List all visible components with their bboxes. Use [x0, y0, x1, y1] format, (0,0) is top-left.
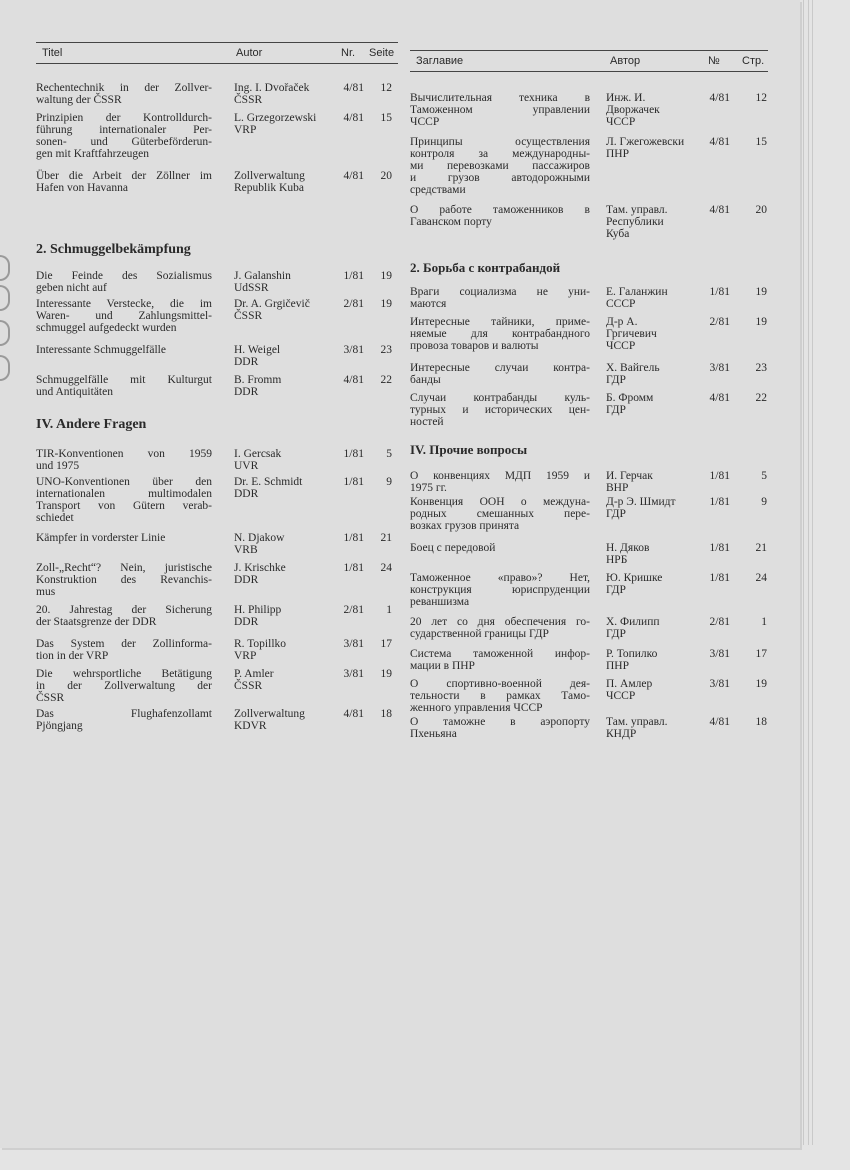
entry-title: О работе таможенников в Гаванском порту [410, 204, 590, 228]
entry-page-number: 21 [380, 532, 392, 544]
entry-author: Там. управл. КНДР [606, 716, 668, 740]
entry-author: И. Герчак ВНР [606, 470, 653, 494]
entry-page-number: 17 [380, 638, 392, 650]
entry-issue-number: 3/81 [343, 638, 364, 650]
entry-author: J. Galanshin UdSSR [234, 270, 291, 294]
entry-issue-number: 4/81 [709, 136, 730, 148]
binding-ring [0, 255, 10, 281]
entry-title: UNO-Konventionen über den internationalen multimodalen Transport von Gütern verab- schiedet [36, 476, 212, 524]
entry-title: Interessante Schmuggelfälle [36, 344, 166, 356]
entry-title: Интересные тайники, приме- няемые для контрабандного провоза товаров и валюты [410, 316, 590, 352]
entry-issue-number: 4/81 [343, 170, 364, 182]
entry-author: Х. Вайгель ГДР [606, 362, 660, 386]
entry-title: 20. Jahrestag der Sicherung der Staatsgrenze der DDR [36, 604, 212, 628]
entry-issue-number: 2/81 [709, 616, 730, 628]
entry-page-number: 9 [386, 476, 392, 488]
entry-issue-number: 1/81 [709, 286, 730, 298]
entry-title: TIR-Konventionen von 1959 und 1975 [36, 448, 212, 472]
entry-author: Е. Галанжин СССР [606, 286, 668, 310]
binding-ring [0, 285, 10, 311]
entry-page-number: 23 [380, 344, 392, 356]
header-title: Titel [42, 47, 63, 59]
entry-title: Prinzipien der Kontrolldurch- führung internationaler Per- sonen- und Güterbeförderun- gen mit Kraftfahrzeugen [36, 112, 212, 160]
entry-page-number: 18 [380, 708, 392, 720]
entry-author: Д-р А. Гргичевич ЧССР [606, 316, 657, 352]
entry-title: Конвенция ООН о междуна- родных смешанных пере- возках грузов принята [410, 496, 590, 532]
entry-page-number: 24 [755, 572, 767, 584]
header-page: Seite [369, 47, 395, 59]
header-author: Автор [610, 55, 641, 67]
entry-author: Ю. Кришке ГДР [606, 572, 663, 596]
entry-issue-number: 1/81 [343, 448, 364, 460]
entry-page-number: 23 [755, 362, 767, 374]
entry-title: Принципы осуществления контроля за международны- ми перевозками пассажиров и грузов автодорожными средствами [410, 136, 590, 196]
entry-issue-number: 3/81 [709, 678, 730, 690]
german-header [36, 42, 398, 64]
binding-ring [0, 320, 10, 346]
entry-author: Р. Топилко ПНР [606, 648, 658, 672]
entry-author: Dr. E. Schmidt DDR [234, 476, 303, 500]
entry-author: Н. Дяков НРБ [606, 542, 650, 566]
entry-issue-number: 2/81 [709, 316, 730, 328]
entry-author: J. Krischke DDR [234, 562, 286, 586]
entry-title: Die Feinde des Sozialismus geben nicht auf [36, 270, 212, 294]
entry-page-number: 12 [755, 92, 767, 104]
entry-author: Zollverwaltung Republik Kuba [234, 170, 305, 194]
entry-issue-number: 4/81 [343, 112, 364, 124]
entry-page-number: 24 [380, 562, 392, 574]
section-heading: 2. Борьба с контрабандой [410, 260, 561, 275]
entry-page-number: 19 [380, 298, 392, 310]
german-column [36, 42, 398, 762]
entry-title: Das System der Zollinforma- tion in der VRP [36, 638, 212, 662]
entry-page-number: 1 [386, 604, 392, 616]
entry-title: Интересные случаи контра- банды [410, 362, 590, 386]
entry-title: 20 лет со дня обеспечения го- сударственной границы ГДР [410, 616, 590, 640]
entry-author: L. Grzegorzewski VRP [234, 112, 317, 136]
entry-page-number: 20 [380, 170, 392, 182]
entry-title: Rechentechnik in der Zollver- waltung der ČSSR [36, 82, 212, 106]
entry-title: Zoll-„Recht“? Nein, juristische Konstruktion des Revanchis- mus [36, 562, 212, 598]
entry-issue-number: 4/81 [709, 392, 730, 404]
page-edge [812, 0, 813, 1145]
entry-title: Случаи контрабанды куль- турных и исторических цен- ностей [410, 392, 590, 428]
entry-issue-number: 4/81 [709, 204, 730, 216]
entry-title: Система таможенной инфор- мации в ПНР [410, 648, 590, 672]
header-title: Заглавие [416, 55, 464, 67]
russian-header [410, 50, 768, 72]
entry-issue-number: 2/81 [343, 604, 364, 616]
entry-author: Х. Филипп ГДР [606, 616, 660, 640]
entry-author: Dr. A. Grgičevič ČSSR [234, 298, 310, 322]
entry-issue-number: 4/81 [709, 92, 730, 104]
entry-title: О спортивно-военной дея- тельности в рамках Тамо- женного управления ЧССР [410, 678, 590, 714]
entry-page-number: 15 [755, 136, 767, 148]
entry-page-number: 21 [755, 542, 767, 554]
entry-author: Ing. I. Dvořaček ČSSR [234, 82, 310, 106]
entry-issue-number: 1/81 [709, 542, 730, 554]
entry-title: О таможне в аэропорту Пхеньяна [410, 716, 590, 740]
entry-title: Боец с передовой [410, 542, 496, 554]
entry-title: Das Flughafenzollamt Pjöngjang [36, 708, 212, 732]
entry-page-number: 17 [755, 648, 767, 660]
entry-issue-number: 3/81 [343, 668, 364, 680]
entry-page-number: 18 [755, 716, 767, 728]
entry-page-number: 19 [380, 668, 392, 680]
entry-title: Таможенное «право»? Нет, конструкция юриспруденции реваншизма [410, 572, 590, 608]
entry-page-number: 15 [380, 112, 392, 124]
entry-issue-number: 4/81 [343, 374, 364, 386]
entry-title: Über die Arbeit der Zöllner im Hafen von Havanna [36, 170, 212, 194]
header-page: Стр. [742, 55, 765, 67]
entry-author: I. Gercsak UVR [234, 448, 282, 472]
page-edge [803, 0, 804, 1145]
entry-page-number: 12 [380, 82, 392, 94]
entry-page-number: 22 [755, 392, 767, 404]
entry-author: Инж. И. Дворжачек ЧССР [606, 92, 660, 128]
entry-issue-number: 4/81 [709, 716, 730, 728]
entry-author: B. Fromm DDR [234, 374, 282, 398]
entry-page-number: 19 [755, 678, 767, 690]
entry-page-number: 22 [380, 374, 392, 386]
entry-author: P. Amler ČSSR [234, 668, 274, 692]
entry-page-number: 1 [761, 616, 767, 628]
section-heading: 2. Schmuggelbekämpfung [36, 242, 191, 257]
entry-page-number: 5 [386, 448, 392, 460]
header-author: Autor [236, 47, 263, 59]
entry-author: Там. управл. Республики Куба [606, 204, 668, 240]
entry-issue-number: 1/81 [343, 562, 364, 574]
header-nr: № [708, 55, 720, 67]
entry-author: Д-р Э. Шмидт ГДР [606, 496, 676, 520]
entry-issue-number: 4/81 [343, 708, 364, 720]
entry-issue-number: 1/81 [709, 496, 730, 508]
entry-page-number: 9 [761, 496, 767, 508]
entry-issue-number: 1/81 [343, 476, 364, 488]
entry-page-number: 19 [755, 316, 767, 328]
entry-issue-number: 2/81 [343, 298, 364, 310]
entry-issue-number: 3/81 [709, 648, 730, 660]
entry-issue-number: 4/81 [343, 82, 364, 94]
entry-author: R. Topillko VRP [234, 638, 287, 662]
section-heading: IV. Andere Fragen [36, 417, 147, 432]
entry-author: Л. Гжегожевски ПНР [606, 136, 685, 160]
entry-issue-number: 1/81 [709, 572, 730, 584]
entry-title: Kämpfer in vorderster Linie [36, 532, 166, 544]
entry-issue-number: 1/81 [709, 470, 730, 482]
entry-page-number: 20 [755, 204, 767, 216]
entry-page-number: 19 [755, 286, 767, 298]
russian-column [410, 50, 768, 750]
header-nr: Nr. [341, 47, 356, 59]
entry-author: H. Philipp DDR [234, 604, 282, 628]
entry-issue-number: 1/81 [343, 270, 364, 282]
entry-author: H. Weigel DDR [234, 344, 281, 368]
entry-page-number: 19 [380, 270, 392, 282]
entry-title: О конвенциях МДП 1959 и 1975 гг. [410, 470, 590, 494]
entry-title: Вычислительная техника в Таможенном управлении ЧССР [410, 92, 590, 128]
entry-page-number: 5 [761, 470, 767, 482]
binding-ring [0, 355, 10, 381]
entry-title: Die wehrsportliche Betätigung in der Zollverwaltung der ČSSR [36, 668, 212, 704]
entry-title: Schmuggelfälle mit Kulturgut und Antiquitäten [36, 374, 212, 398]
entry-title: Враги социализма не уни- маются [410, 286, 590, 310]
entry-issue-number: 3/81 [343, 344, 364, 356]
entry-author: П. Амлер ЧССР [606, 678, 653, 702]
entry-author: Б. Фромм ГДР [606, 392, 654, 416]
entry-issue-number: 1/81 [343, 532, 364, 544]
entry-author: Zollverwaltung KDVR [234, 708, 305, 732]
entry-author: N. Djakow VRB [234, 532, 285, 556]
entry-title: Interessante Verstecke, die im Waren- und Zahlungsmittel- schmuggel aufgedeckt wurden [36, 298, 212, 334]
entry-issue-number: 3/81 [709, 362, 730, 374]
section-heading: IV. Прочие вопросы [410, 442, 528, 457]
page-edge [808, 0, 809, 1145]
